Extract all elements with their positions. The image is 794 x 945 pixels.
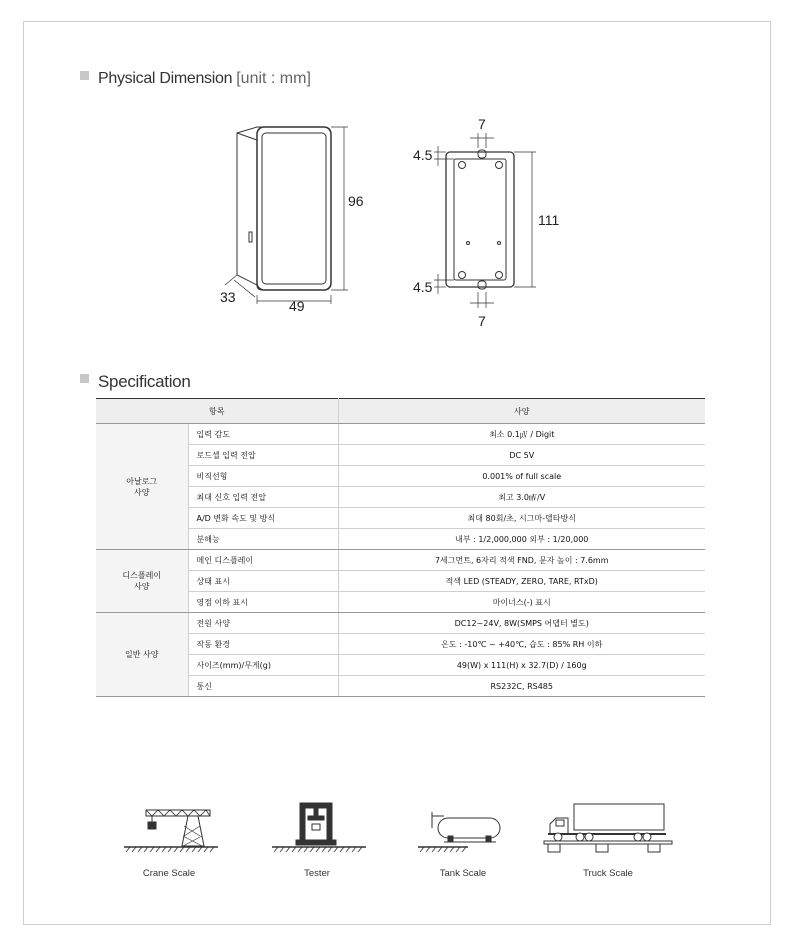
row-item: 통신 [188, 676, 338, 697]
table-row [96, 550, 705, 571]
dim-height: 96 [348, 193, 364, 209]
app-truck-scale [548, 800, 668, 879]
spec-header-row [96, 399, 705, 424]
group-display: 디스플레이 사양 [96, 550, 188, 613]
header-value: 사양 [338, 399, 705, 424]
dim-margin-bottom: 4.5 [413, 279, 433, 295]
table-row [96, 676, 705, 697]
row-item: 분해능 [188, 529, 338, 550]
row-item: 전원 사양 [188, 613, 338, 634]
unit-label: [unit : mm] [236, 70, 311, 87]
crane-icon [114, 800, 224, 862]
row-value: 최소 0.1㎶ / Digit [338, 424, 705, 445]
row-item: 작동 환경 [188, 634, 338, 655]
row-value: RS232C, RS485 [338, 676, 705, 697]
app-label: Crane Scale [142, 868, 196, 879]
app-crane-scale [109, 800, 229, 879]
row-value: 적색 LED (STEADY, ZERO, TARE, RTxD) [338, 571, 705, 592]
row-item: 사이즈(mm)/무게(g) [188, 655, 338, 676]
heading-bullet [80, 374, 89, 383]
table-row [96, 466, 705, 487]
row-value: 최대 80회/초, 시그마-델타방식 [338, 508, 705, 529]
row-value: 마이너스(-) 표시 [338, 592, 705, 613]
row-item: A/D 변화 속도 및 방식 [188, 508, 338, 529]
tank-icon [408, 800, 518, 862]
dim-hole-top: 7 [478, 116, 486, 132]
table-row [96, 508, 705, 529]
group-general: 일반 사양 [96, 613, 188, 697]
dim-margin-top: 4.5 [413, 147, 433, 163]
app-label: Truck Scale [583, 868, 633, 879]
perspective-view [225, 127, 348, 304]
row-value: 온도 : -10℃ ~ +40℃, 습도 : 85% RH 이하 [338, 634, 705, 655]
row-item: 메인 디스플레이 [188, 550, 338, 571]
row-value: 0.001% of full scale [338, 466, 705, 487]
tester-icon [262, 800, 372, 862]
table-row [96, 634, 705, 655]
specification-heading [80, 372, 191, 392]
row-item: 비직선형 [188, 466, 338, 487]
specification-title: Specification [98, 372, 191, 391]
row-value: 내부 : 1/2,000,000 외부 : 1/20,000 [338, 529, 705, 550]
table-row [96, 529, 705, 550]
front-view [434, 133, 536, 308]
spec-table [96, 398, 705, 697]
app-tester [257, 800, 377, 879]
row-item: 입력 감도 [188, 424, 338, 445]
dim-hole-bottom: 7 [478, 313, 486, 329]
table-row [96, 592, 705, 613]
row-item: 영점 이하 표시 [188, 592, 338, 613]
table-row [96, 445, 705, 466]
row-item: 최대 신호 입력 전압 [188, 487, 338, 508]
row-item: 로드셀 입력 전압 [188, 445, 338, 466]
dim-mount-height: 111 [538, 212, 560, 228]
physical-dimension-title: Physical Dimension [98, 70, 233, 87]
row-item: 상태 표시 [188, 571, 338, 592]
table-row [96, 613, 705, 634]
header-item: 항목 [96, 399, 338, 424]
group-analog: 아날로그 사양 [96, 424, 188, 550]
truck-icon [538, 800, 678, 862]
table-row [96, 487, 705, 508]
row-value: 최고 3.0㎷/V [338, 487, 705, 508]
app-label: Tester [304, 868, 330, 879]
table-row [96, 424, 705, 445]
table-row [96, 655, 705, 676]
row-value: 7세그먼트, 6자리 적색 FND, 문자 높이 : 7.6mm [338, 550, 705, 571]
app-tank-scale [403, 800, 523, 879]
dim-width: 49 [289, 298, 305, 314]
row-value: DC12~24V, 8W(SMPS 어댑터 별도) [338, 613, 705, 634]
row-value: DC 5V [338, 445, 705, 466]
row-value: 49(W) x 111(H) x 32.7(D) / 160g [338, 655, 705, 676]
table-row [96, 571, 705, 592]
dim-depth: 33 [220, 289, 236, 305]
app-label: Tank Scale [439, 868, 487, 879]
